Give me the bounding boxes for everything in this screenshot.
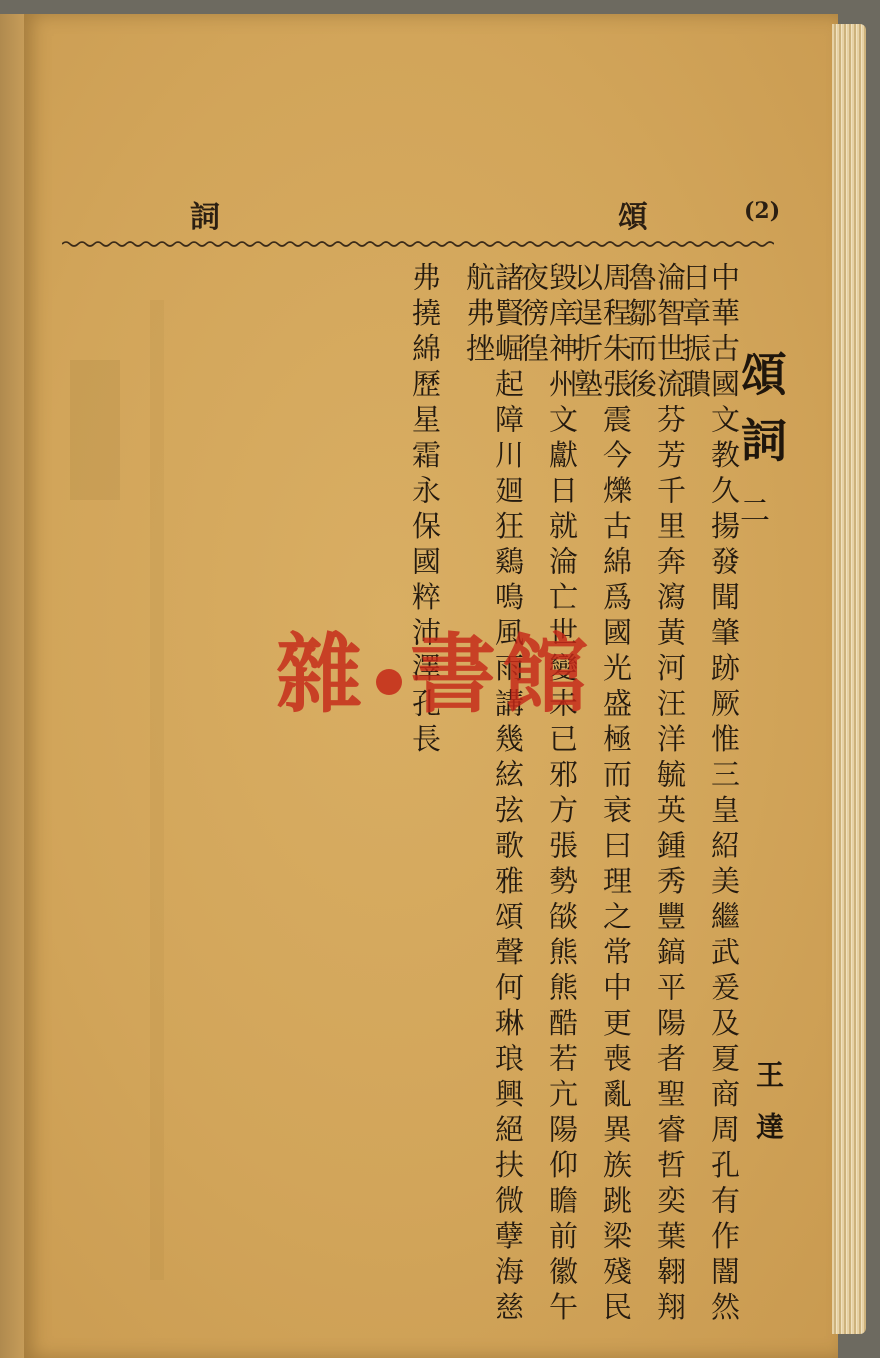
poem-title: 頌詞 <box>734 350 788 482</box>
stamp-dot-icon <box>376 669 402 695</box>
text-column-4: 毀庠神州文獻日就淪亡世變未已邪方張勢燄熊熊酷若亢陽仰瞻前徽午夜徬徨 <box>516 262 579 1327</box>
text-column-2: 淪智世流芬芳千里奔瀉黃河汪洋毓英鍾秀豐鎬平陽者聖睿哲奕葉翱翔魯鄒而後 <box>624 262 687 1327</box>
page-edges <box>832 24 866 1334</box>
stamp-right-text: 書館 <box>410 624 594 725</box>
header-wavy-rule <box>62 236 774 252</box>
stamp-left-text: 雜 <box>276 624 368 725</box>
running-head-right: 頌 <box>618 200 648 235</box>
text-column-3: 周程朱張震今爍古綿爲國光盛極而衰曰理之常中更喪亂異族跳梁殘民以逞折塾 <box>570 262 633 1327</box>
author-name: 王達 <box>752 1060 785 1164</box>
text-column-5: 諸賢崛起障川廻狂鷄鳴風雨講幾絃弦歌雅頌聲何琳琅興絕扶微孽海慈航弗挫 <box>462 262 525 1327</box>
text-column-6: 弗撓綿歷星霜永保國粹沛澤孔長 <box>408 262 442 759</box>
running-head-left: 詞 <box>190 200 220 235</box>
bleed-through-shadow <box>70 360 120 500</box>
library-stamp <box>276 620 616 730</box>
text-column-1: 中華古國文教久揚發聞肇跡厥惟三皇紹美繼武爰及夏商周孔有作闇然日章振聵 <box>678 262 741 1327</box>
page-number: (2) <box>744 198 781 224</box>
bleed-through-shadow <box>150 300 164 1280</box>
poem-number: 二 <box>740 494 770 529</box>
